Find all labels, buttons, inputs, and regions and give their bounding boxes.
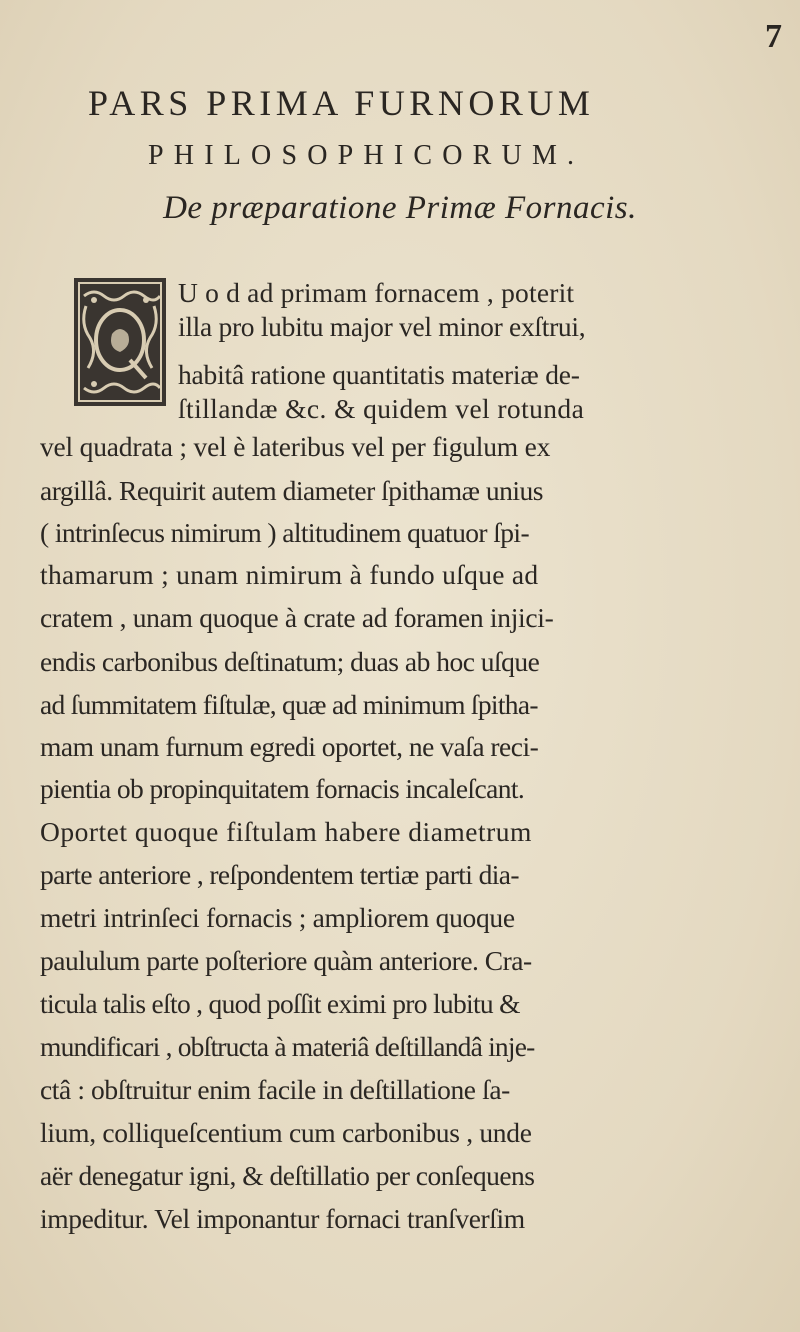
- text-line-3: habitâ ratione quantitatis materiæ de-: [178, 359, 580, 390]
- text-line-23: impeditur. Vel imponantur fornaci tranſverſim: [40, 1203, 525, 1234]
- text-line-14: Oportet quoque fiſtulam habere diametrum: [40, 816, 532, 847]
- text-line-2: illa pro lubitu major vel minor exſtrui,: [178, 311, 586, 342]
- text-line-17: paululum parte poſteriore quàm anteriore. Cra-: [40, 945, 532, 976]
- text-line-19: mundificari , obſtructa à materiâ deſtillandâ inje-: [40, 1031, 535, 1062]
- running-subtitle: PHILOSOPHICORUM.: [148, 140, 585, 171]
- text-line-18: ticula talis eſto , quod poſſit eximi pro lubitu &: [40, 988, 520, 1019]
- text-line-8: thamarum ; unam nimirum à fundo uſque ad: [40, 559, 539, 590]
- text-line-13: pientia ob propinquitatem fornacis incaleſcant.: [40, 773, 525, 804]
- text-line-7: ( intrinſecus nimirum ) altitudinem quatuor ſpi-: [40, 517, 530, 548]
- text-line-9: cratem , unam quoque à crate ad foramen injici-: [40, 602, 554, 633]
- text-line-22: aër denegatur igni, & deſtillatio per conſequens: [40, 1160, 535, 1191]
- text-line-5: vel quadrata ; vel è lateribus vel per figulum ex: [40, 431, 551, 462]
- text-line-4: ſtillandæ &c. & quidem vel rotunda: [178, 393, 585, 424]
- ornamental-initial-q-icon: [72, 276, 168, 408]
- running-title: PARS PRIMA FURNORUM: [88, 83, 595, 123]
- section-heading: De præparatione Primæ Fornacis.: [163, 190, 637, 226]
- page-number: 7: [765, 18, 782, 55]
- text-line-15: parte anteriore , reſpondentem tertiæ parti dia-: [40, 859, 519, 890]
- text-line-21: lium, colliqueſcentium cum carbonibus , unde: [40, 1117, 532, 1148]
- text-line-10: endis carbonibus deſtinatum; duas ab hoc uſque: [40, 646, 540, 677]
- text-line-1: U o d ad primam fornacem , poterit: [178, 277, 575, 308]
- text-line-6: argillâ. Requirit autem diameter ſpithamæ unius: [40, 475, 543, 506]
- text-line-11: ad ſummitatem fiſtulæ, quæ ad minimum ſpitha-: [40, 689, 538, 720]
- text-line-20: ctâ : obſtruitur enim facile in deſtillatione ſa-: [40, 1074, 510, 1105]
- text-line-12: mam unam furnum egredi oportet, ne vaſa reci-: [40, 731, 539, 762]
- text-line-16: metri intrinſeci fornacis ; ampliorem quoque: [40, 902, 515, 933]
